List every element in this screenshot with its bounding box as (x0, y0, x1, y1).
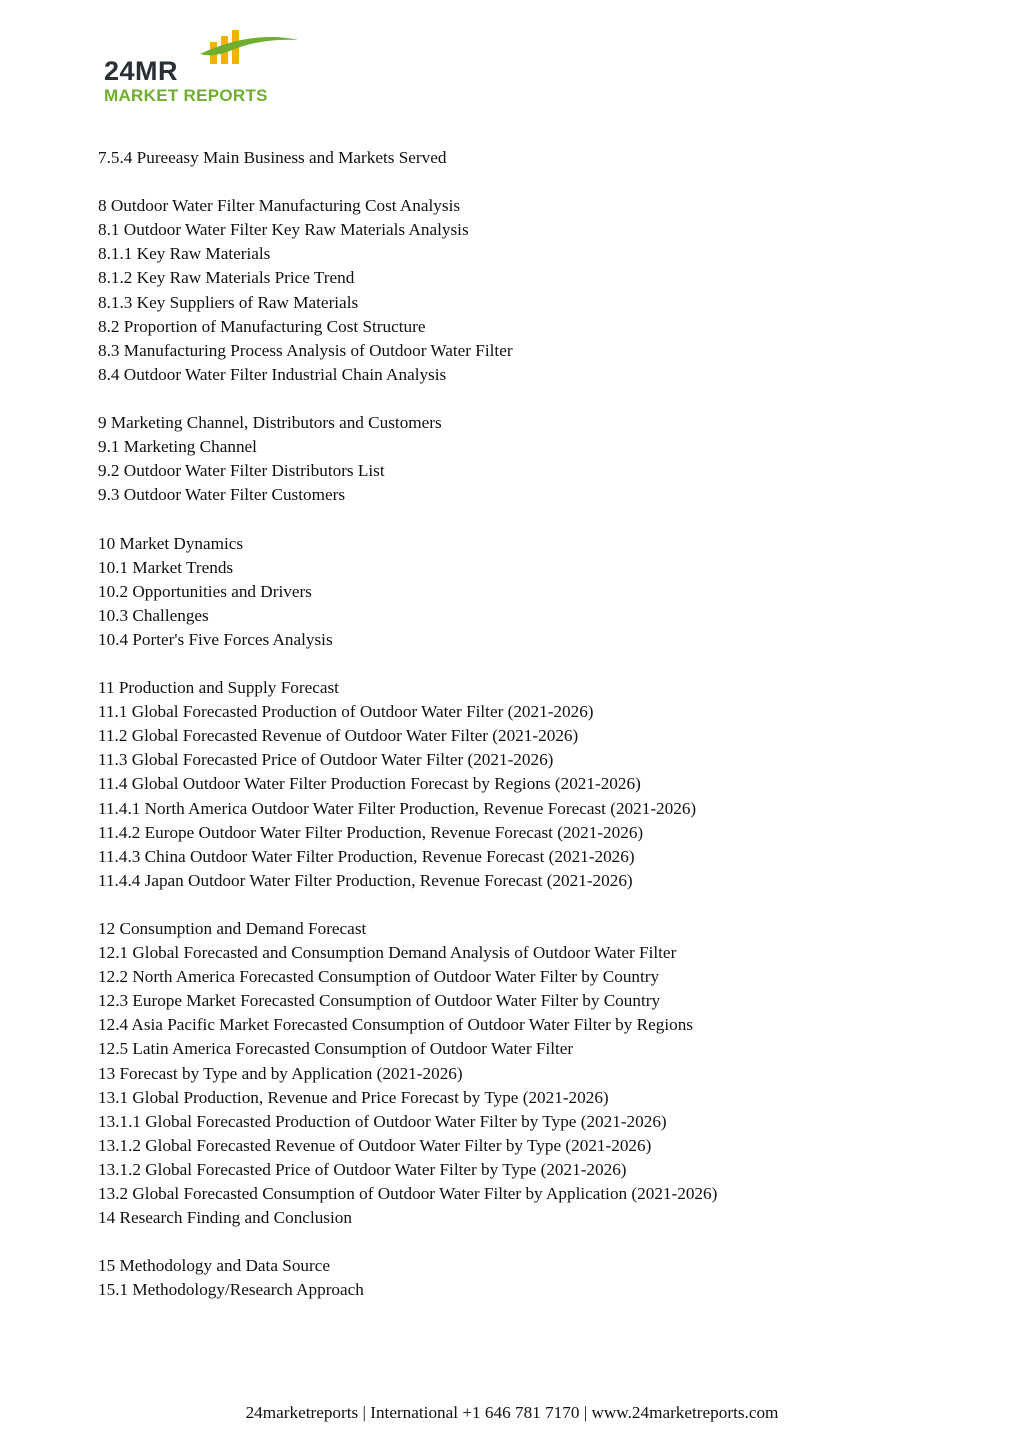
toc-entry: 10.2 Opportunities and Drivers (98, 581, 312, 601)
toc-entry: 9.1 Marketing Channel (98, 437, 257, 457)
toc-entry: 12.5 Latin America Forecasted Consumption of Outdoor Water Filter (98, 1039, 574, 1059)
toc-entry: 12.1 Global Forecasted and Consumption Demand Analysis of Outdoor Water Filter (98, 943, 677, 963)
toc-entry: 8.1 Outdoor Water Filter Key Raw Materials Analysis (98, 220, 469, 240)
toc-entry: 11.4.3 China Outdoor Water Filter Production, Revenue Forecast (2021-2026) (98, 846, 635, 866)
toc-spacer (98, 1230, 978, 1254)
toc-entry: 9.3 Outdoor Water Filter Customers (98, 485, 346, 505)
toc-entry: 8.3 Manufacturing Process Analysis of Outdoor Water Filter (98, 340, 513, 360)
toc-spacer (98, 170, 978, 194)
toc-entry: 14 Research Finding and Conclusion (98, 1208, 352, 1228)
toc-entry: 11.4.1 North America Outdoor Water Filter Production, Revenue Forecast (2021-2026) (98, 798, 697, 818)
toc-spacer (98, 893, 978, 917)
toc-entry: 12 Consumption and Demand Forecast (98, 919, 367, 938)
toc-entry: 8.4 Outdoor Water Filter Industrial Chain Analysis (98, 364, 447, 384)
toc-entry: 11.4.4 Japan Outdoor Water Filter Production, Revenue Forecast (2021-2026) (98, 870, 633, 890)
toc-entry: 8.1.3 Key Suppliers of Raw Materials (98, 292, 359, 312)
toc-entry: 9.2 Outdoor Water Filter Distributors List (98, 461, 385, 481)
toc-entry: 11.1 Global Forecasted Production of Outdoor Water Filter (2021-2026) (98, 702, 594, 722)
toc-entry: 12.4 Asia Pacific Market Forecasted Consumption of Outdoor Water Filter by Regions (98, 1015, 693, 1035)
toc-entry: 11.4.2 Europe Outdoor Water Filter Production, Revenue Forecast (2021-2026) (98, 822, 644, 842)
table-of-contents (98, 146, 978, 1303)
toc-entry: 7.5.4 Pureeasy Main Business and Markets Served (98, 148, 447, 167)
toc-entry: 13.1.2 Global Forecasted Revenue of Outdoor Water Filter by Type (2021-2026) (98, 1135, 652, 1155)
toc-spacer (98, 652, 978, 676)
toc-entry: 11.4 Global Outdoor Water Filter Production Forecast by Regions (2021-2026) (98, 774, 641, 794)
toc-entry: 10.3 Challenges (98, 605, 209, 625)
toc-entry: 13.2 Global Forecasted Consumption of Outdoor Water Filter by Application (2021-2026) (98, 1184, 718, 1204)
logo-tagline: MARKET REPORTS (104, 86, 268, 105)
toc-entry: 11.3 Global Forecasted Price of Outdoor Water Filter (2021-2026) (98, 750, 554, 770)
toc-spacer (98, 507, 978, 531)
toc-entry: 11 Production and Supply Forecast (98, 678, 339, 698)
toc-entry: 11.2 Global Forecasted Revenue of Outdoor Water Filter (2021-2026) (98, 726, 579, 746)
toc-entry: 15 Methodology and Data Source (98, 1256, 330, 1276)
toc-entry: 13 Forecast by Type and by Application (2021-2026) (98, 1063, 463, 1083)
toc-entry: 15.1 Methodology/Research Approach (98, 1280, 364, 1300)
toc-entry: 8.1.2 Key Raw Materials Price Trend (98, 268, 355, 288)
toc-entry: 10.4 Porter's Five Forces Analysis (98, 629, 333, 649)
toc-entry: 8.1.1 Key Raw Materials (98, 244, 271, 264)
toc-entry: 8 Outdoor Water Filter Manufacturing Cost Analysis (98, 196, 461, 216)
toc-spacer (98, 387, 978, 411)
toc-entry: 10.1 Market Trends (98, 557, 234, 577)
company-logo (102, 28, 302, 108)
toc-entry: 9 Marketing Channel, Distributors and Customers (98, 413, 442, 433)
toc-entry: 13.1.2 Global Forecasted Price of Outdoor Water Filter by Type (2021-2026) (98, 1159, 627, 1179)
toc-entry: 12.3 Europe Market Forecasted Consumption of Outdoor Water Filter by Country (98, 991, 661, 1011)
toc-entry: 13.1.1 Global Forecasted Production of Outdoor Water Filter by Type (2021-2026) (98, 1111, 667, 1131)
page-footer: 24marketreports | International +1 646 781 7170 | www.24marketreports.com (245, 1403, 779, 1422)
logo-wordmark: 24MR (104, 56, 179, 86)
toc-entry: 8.2 Proportion of Manufacturing Cost Structure (98, 316, 426, 336)
toc-entry: 12.2 North America Forecasted Consumption of Outdoor Water Filter by Country (98, 967, 660, 987)
toc-entry: 13.1 Global Production, Revenue and Price Forecast by Type (2021-2026) (98, 1087, 609, 1107)
toc-entry: 10 Market Dynamics (98, 533, 244, 553)
